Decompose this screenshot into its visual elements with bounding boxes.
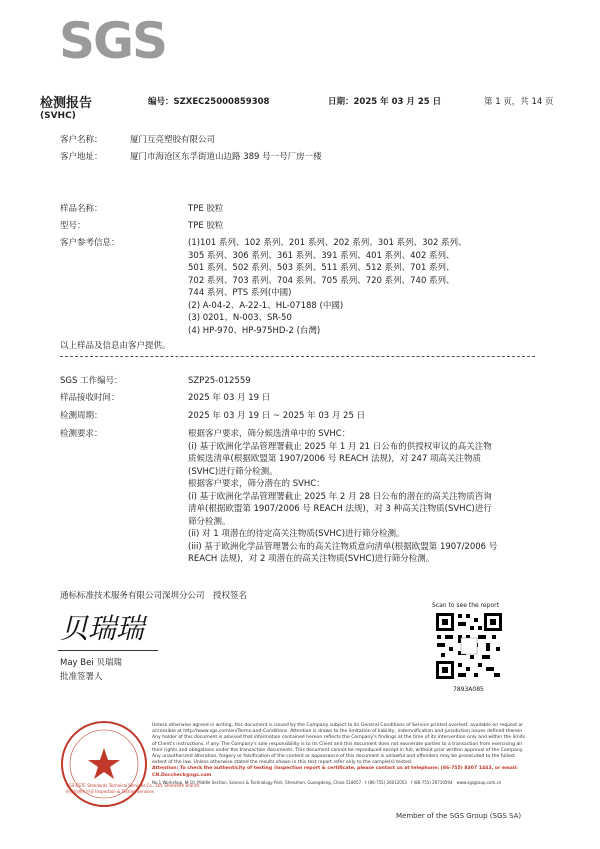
client-address-label: 客户地址：: [60, 152, 103, 162]
client-name: 厦门互亮塑胶有限公司: [130, 135, 216, 145]
official-seal-icon: [58, 718, 150, 810]
footer-address: No.1 Workshop, M-10, Middle Section, Science & Technology Park, Shenzhen, Guangdong, China 518057 t (86-755) 26012053 f (86-755) 26710594 www.sgsgroup.com.cn: [152, 780, 502, 785]
requirement-line: 根据客户要求，筛分候选清单中的 SVHC：: [188, 429, 351, 439]
client-name-label: 客户名称：: [60, 135, 103, 145]
signature-text: 贝瑞瑞: [60, 612, 145, 645]
group-membership: Member of the SGS Group (SGS SA): [396, 812, 522, 820]
requirement-line: 根据客户要求，筛分潜在的 SVHC：: [188, 479, 325, 489]
report-date: 日期：2025 年 03 月 25 日: [328, 97, 442, 107]
client-ref-line: 744 系列、PTS 系列(中國): [188, 288, 292, 298]
client-ref-block: [188, 237, 528, 337]
sample-note: 以上样品及信息由客户提供。: [60, 341, 171, 351]
model-label: 型号：: [60, 221, 86, 231]
requirements-label: 检测要求：: [60, 429, 103, 439]
client-ref-line: (2) A-04-2、A-22-1、HL-07188 (中國): [188, 300, 344, 311]
client-ref-line: 501 系列、502 系列、503 系列、511 系列、512 系列、701 系列、: [188, 263, 455, 273]
client-ref-line: 702 系列、703 系列、704 系列、705 系列、720 系列、740 系列、: [188, 275, 455, 286]
requirement-line: (SVHC)进行筛分检测。: [188, 466, 278, 477]
signing-org: 通标标准技术服务有限公司深圳分公司 授权签名: [60, 591, 248, 601]
client-ref-line: 305 系列、306 系列、361 系列、391 系列、401 系列、402 系列、: [188, 250, 455, 261]
sample-name: TPE 胶粒: [188, 204, 224, 214]
qr-id: 7893A085: [453, 686, 484, 693]
seal-subtitle: 检验检测专用章 Inspection & Testing Services: [66, 789, 154, 794]
signature-line: [58, 650, 158, 651]
model-value: TPE 胶粒: [188, 221, 224, 231]
test-period: 2025 年 03 月 19 日 ~ 2025 年 03 月 25 日: [188, 411, 366, 421]
requirement-line: 清单(根据欧盟第 1907/2006 号 REACH 法规)，对 3 种高关注物质(SVHC)进行: [188, 504, 492, 514]
signatory-name: May Bei 贝瑞瑞: [60, 658, 122, 668]
client-ref-line: (3) 0201、N-003、SR-50: [188, 313, 292, 323]
requirement-line: (ii) 对 1 项潜在的待定高关注物质(SVHC)进行筛分检测。: [188, 529, 405, 539]
report-title: 检测报告: [40, 96, 93, 111]
handwritten-signature: [58, 606, 168, 650]
requirement-line: 筛分检测。: [188, 516, 231, 527]
report-number: 编号：SZXEC25000859308: [148, 97, 270, 107]
received-date: 2025 年 03 月 19 日: [188, 393, 271, 403]
signatory-role: 批准签署人: [60, 672, 103, 682]
client-ref-line: (1)101 系列、102 系列、201 系列、202 系列、301 系列、302 系列、: [188, 238, 467, 248]
client-address: 厦门市海沧区东孚街道山边路 389 号一号厂房一楼: [130, 152, 322, 162]
footer-disclaimer: [152, 723, 528, 779]
job-no-label: SGS 工作编号：: [60, 376, 123, 386]
disclaimer-text: Unless otherwise agreed in writing, this document is issued by the Company subject to its General Conditions of Service printed overleaf, available on request or accessible at http://www.sgs.com/en/Terms-and-Conditions. Attention is drawn to the limitation of liability, indemnification and jurisdiction issues defined therein. Any holder of this document is advised that information contained hereon reflects the Company's findings at the time of its intervention only and within the limits of Client's instructions, if any. The Company's sole responsibility is to its Client and this document does not exonerate parties to a transaction from exercising all their rights and obligations under the transaction documents. This document cannot be reproduced except in full, without prior written approval of the Company. Any unauthorized alteration, forgery or falsification of the content or appearance of this document is unlawful and offenders may be prosecuted to the fullest extent of the law. Unless otherwise stated the results shown in this test report refer only to the sample(s) tested.: [152, 723, 526, 766]
section-divider: [60, 356, 535, 357]
qr-code-icon[interactable]: [434, 611, 504, 681]
requirement-line: (iii) 基于欧洲化学品管理署公布的高关注物质意向清单(根据欧盟第 1907/2006 号: [188, 541, 498, 552]
requirement-line: (i) 基于欧洲化学品管理署截止 2025 年 2 月 28 日公布的潜在的高关注物质咨询: [188, 491, 492, 502]
job-no: SZP25-012559: [188, 376, 251, 386]
seal-company: SGS-CSTC Standards Technical Services Co., Ltd. Shenzhen Branch: [66, 783, 200, 788]
requirement-line: (i) 基于欧洲化学品管理署截止 2025 年 1 月 21 日公布的供授权审议的高关注物: [188, 441, 492, 452]
sample-name-label: 样品名称：: [60, 204, 103, 214]
sgs-logo-text: SGS: [59, 12, 167, 70]
page-indicator: 第 1 页，共 14 页: [484, 97, 554, 107]
client-ref-line: (4) HP-970、HP-975HD-2 (台灣): [188, 325, 321, 336]
qr-caption: Scan to see the report: [432, 602, 499, 609]
requirements-block: [188, 428, 528, 566]
received-label: 样品接收时间：: [60, 393, 120, 403]
requirement-line: 质候选清单(根据欧盟第 1907/2006 号 REACH 法规)，对 247 项高关注物质: [188, 454, 481, 464]
requirement-line: REACH 法规)，对 2 项潜在的高关注物质(SVHC)进行筛分检测。: [188, 554, 435, 564]
sgs-logo: [59, 12, 167, 70]
client-ref-label: 客户参考信息：: [60, 238, 120, 248]
report-subtitle: (SVHC): [40, 111, 76, 121]
test-period-label: 检测周期：: [60, 411, 103, 421]
authenticity-notice: Attention: To check the authenticity of testing /inspection report & certificate, please contact us at telephone: (86-755) 8307 1443, or email: CN.Doccheck@sgs.com: [152, 766, 518, 778]
